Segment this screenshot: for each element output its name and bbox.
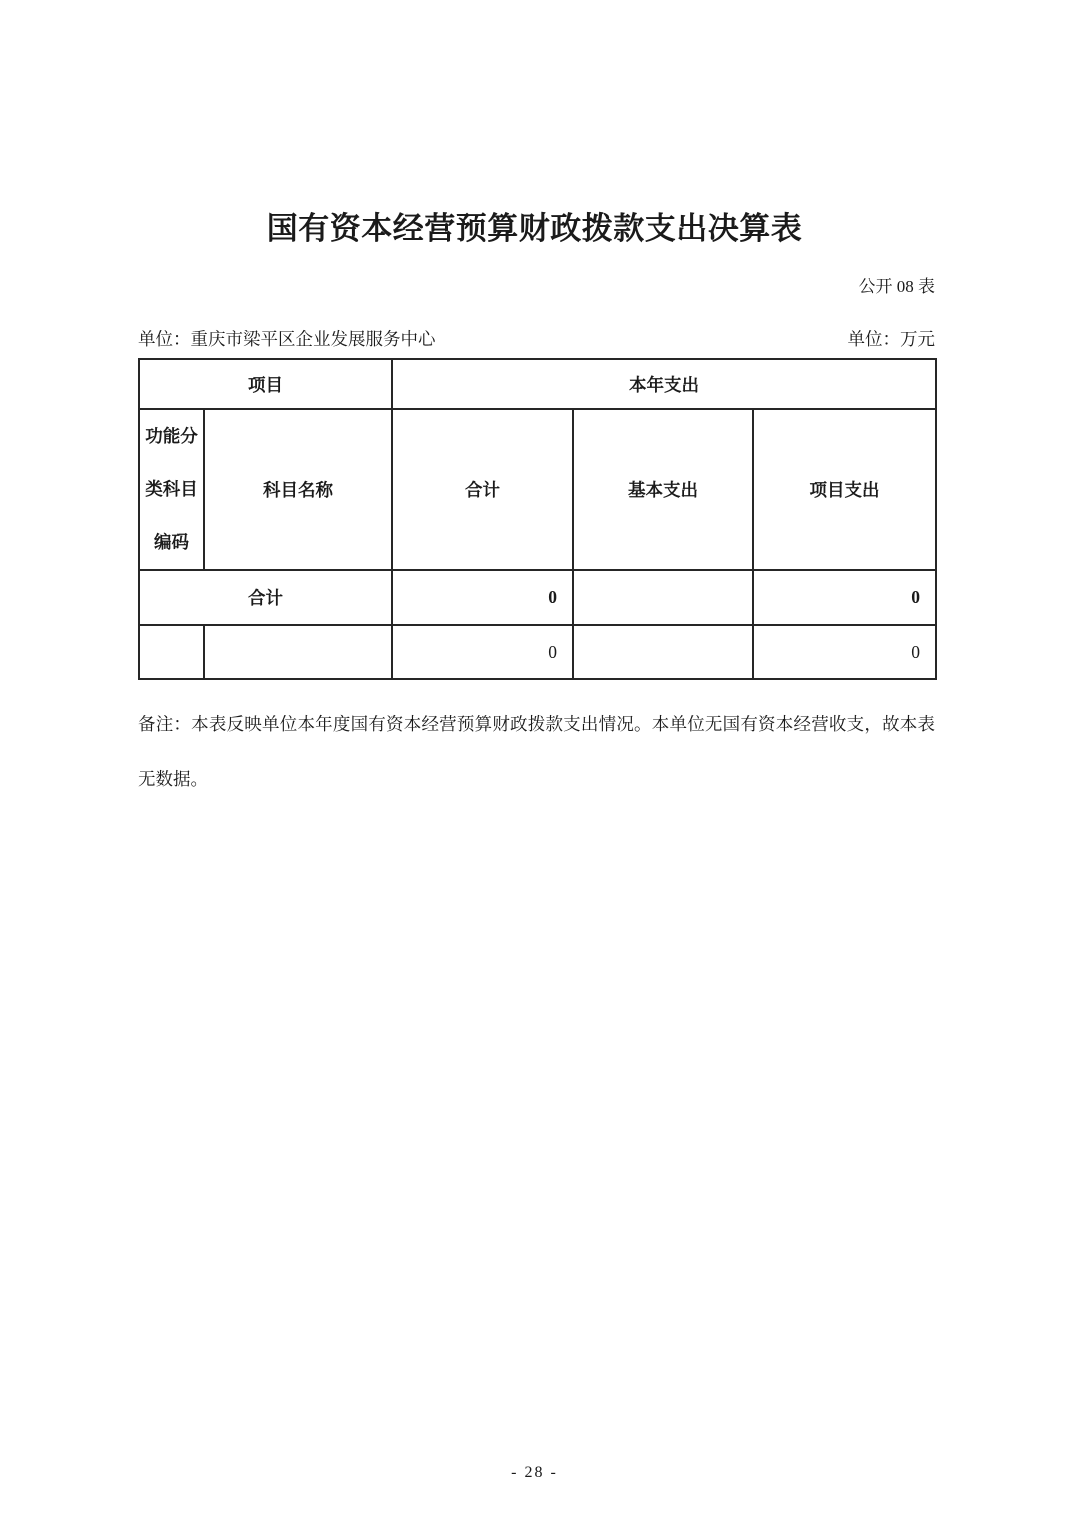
data-row-code-cell	[139, 625, 204, 679]
header-total: 合计	[392, 409, 573, 570]
data-row-name-cell	[204, 625, 392, 679]
header-current-year-expenditure: 本年支出	[392, 359, 936, 409]
header-subject-name: 科目名称	[204, 409, 392, 570]
total-row-basic-value	[573, 570, 753, 625]
budget-table	[138, 358, 937, 680]
page-number: - 28 -	[511, 1464, 558, 1481]
data-row-basic-value	[573, 625, 753, 679]
page-title: 国有资本经营预算财政拨款支出决算表	[266, 211, 803, 246]
header-project-expenditure: 项目支出	[753, 409, 936, 570]
table-total-row	[139, 570, 936, 625]
header-basic-expenditure: 基本支出	[573, 409, 753, 570]
total-row-total-value: 0	[392, 570, 573, 625]
data-row-project-value: 0	[753, 625, 936, 679]
table-code-label: 公开 08 表	[858, 277, 935, 296]
header-function-class-code: 功能分类科目编码	[139, 409, 204, 570]
unit-name-label: 单位：重庆市梁平区企业发展服务中心	[138, 329, 436, 349]
unit-currency-label: 单位：万元	[847, 329, 935, 349]
header-project: 项目	[139, 359, 392, 409]
table-data-row	[139, 625, 936, 679]
data-row-total-value: 0	[392, 625, 573, 679]
table-header-row-2	[139, 409, 936, 570]
remarks-note: 备注：本表反映单位本年度国有资本经营预算财政拨款支出情况。本单位无国有资本经营收支，故本表无数据。	[138, 714, 935, 789]
total-row-label: 合计	[139, 570, 392, 625]
unit-row	[138, 326, 935, 351]
table-header-row-1	[139, 359, 936, 409]
total-row-project-value: 0	[753, 570, 936, 625]
